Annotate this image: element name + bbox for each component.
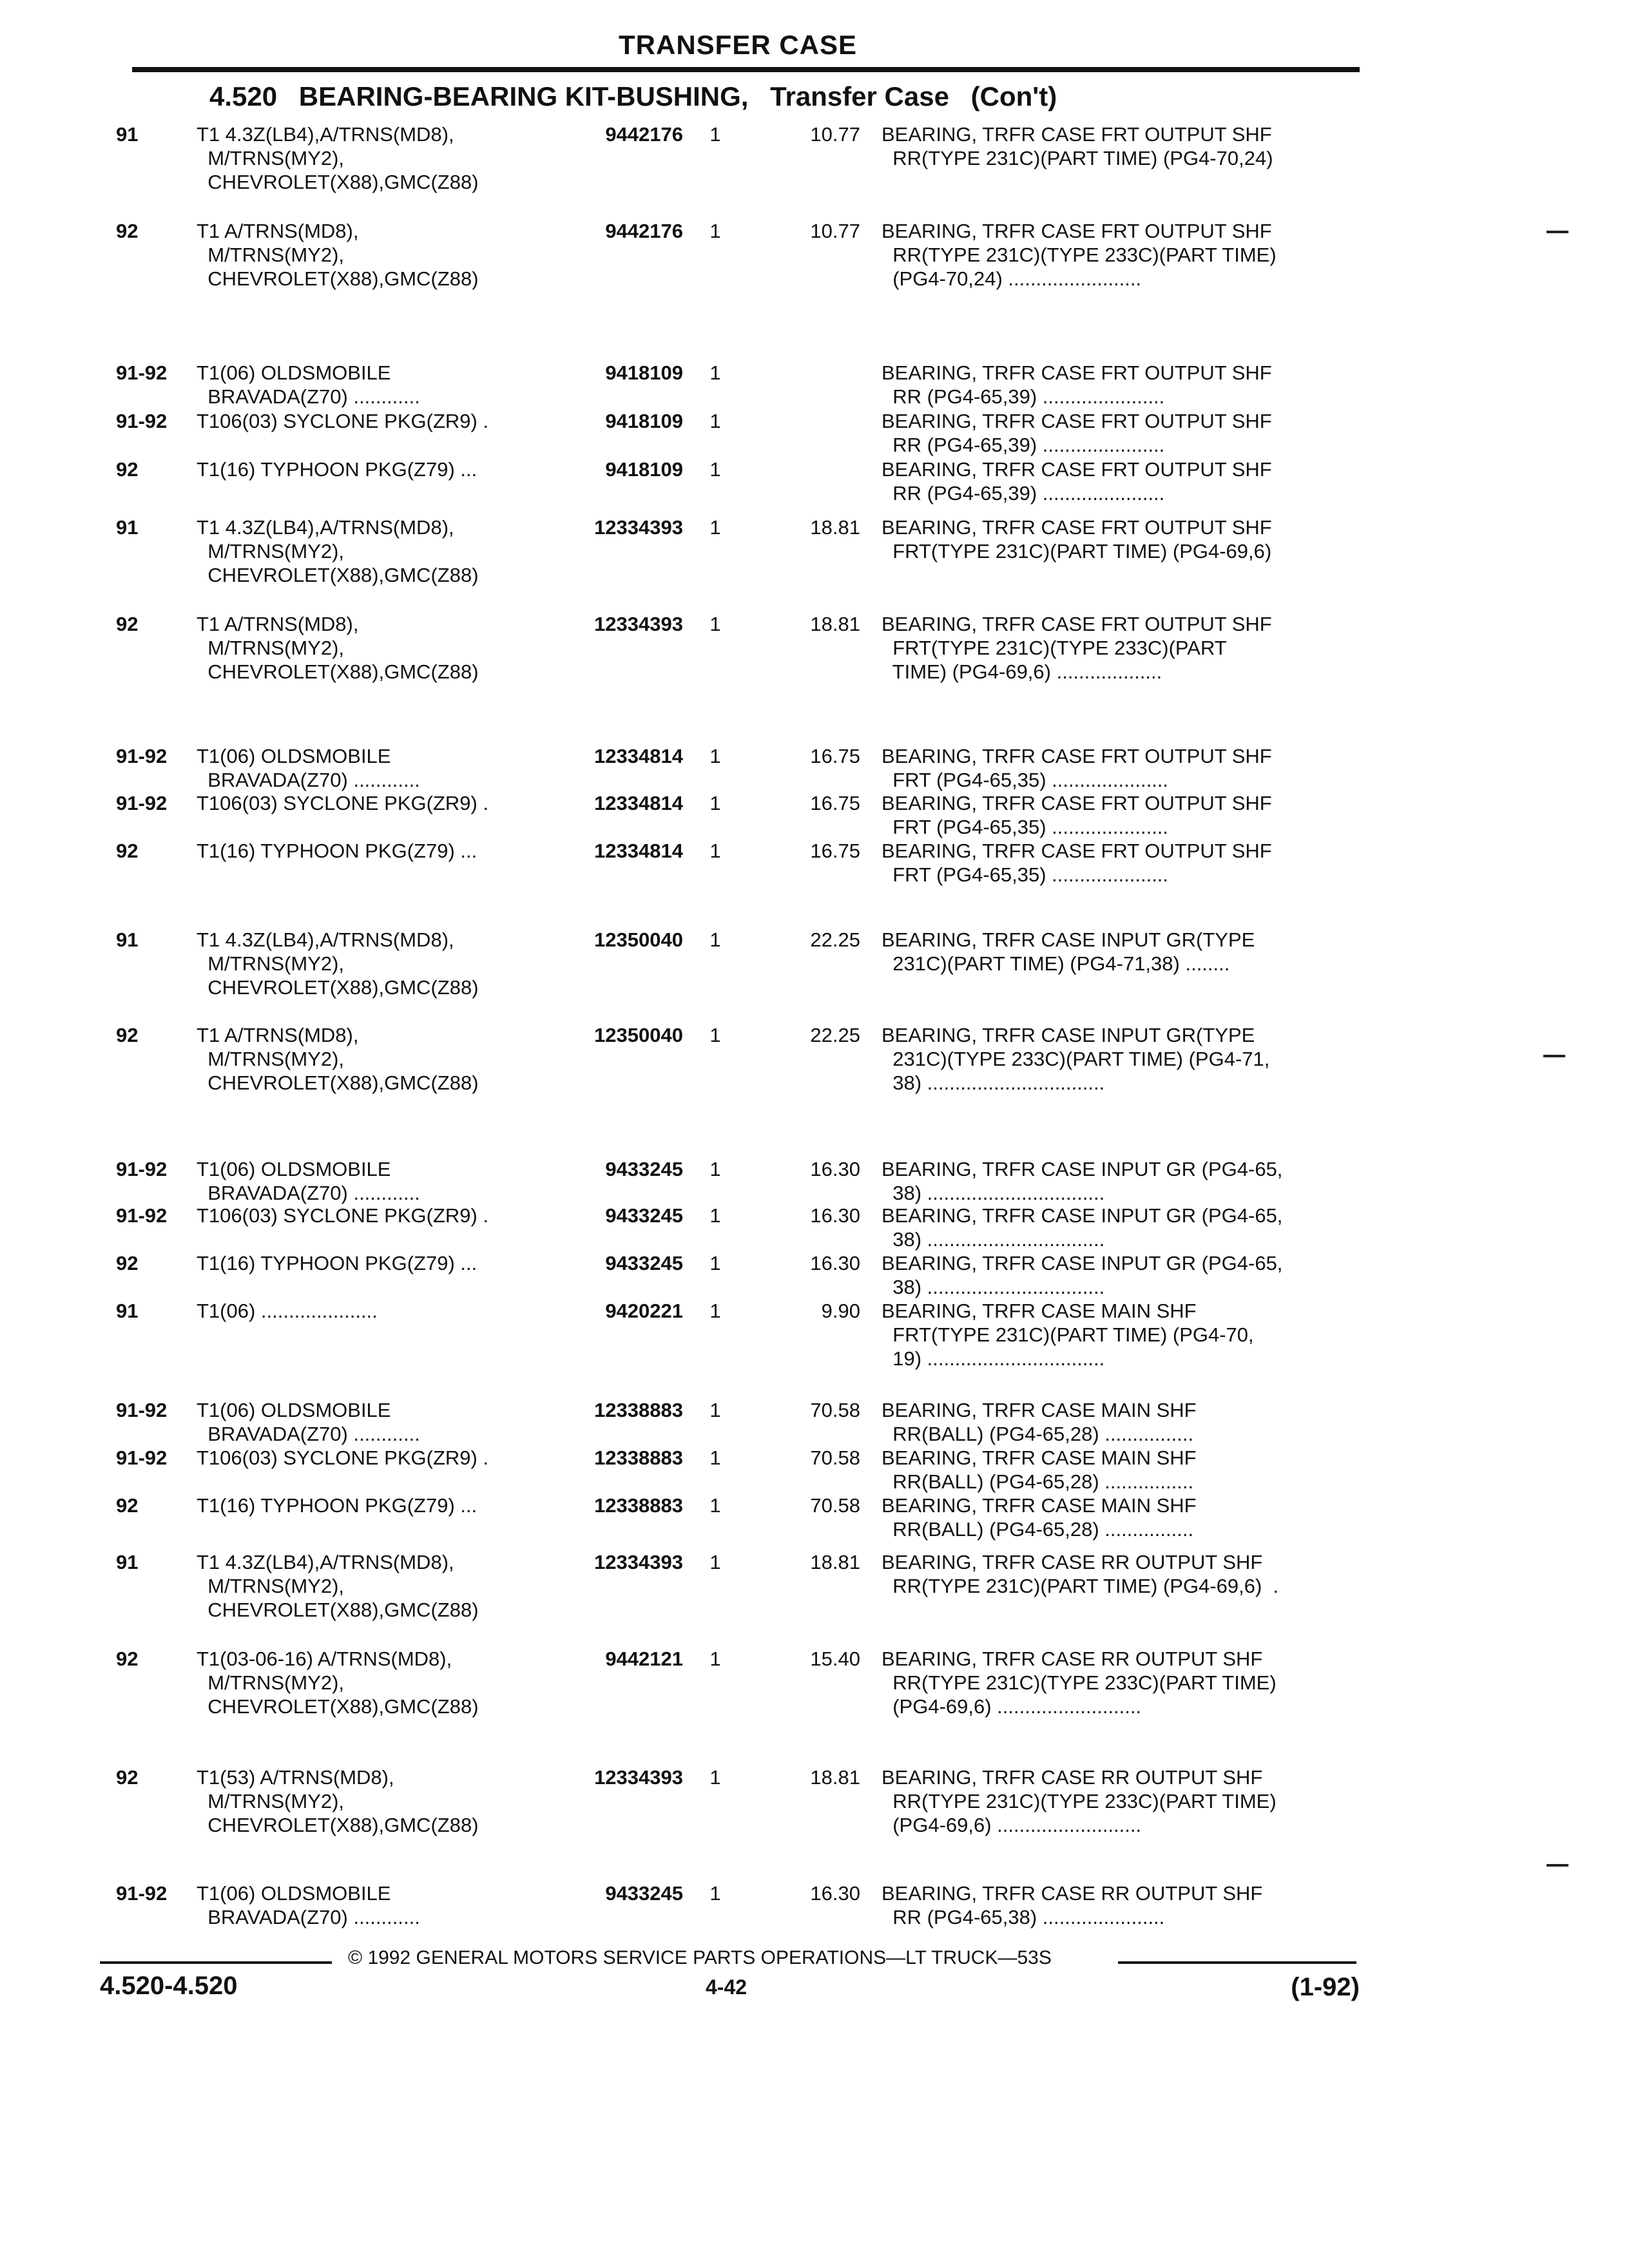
row-description: BEARING, TRFR CASE FRT OUTPUT SHF RR(TYPE 231C)(TYPE 233C)(PART TIME) (PG4-70,24) ........................ — [882, 220, 1277, 290]
row-price: 16.75 — [810, 840, 860, 862]
row-price: 22.25 — [810, 1024, 860, 1046]
row-description: BEARING, TRFR CASE MAIN SHF RR(BALL) (PG4-65,28) ................ — [882, 1446, 1197, 1493]
margin-mark — [1547, 1864, 1568, 1867]
footer-copyright: © 1992 GENERAL MOTORS SERVICE PARTS OPERATIONS—LT TRUCK—53S — [348, 1947, 1052, 1968]
row-application: T1(06) OLDSMOBILE BRAVADA(Z70) ............ — [197, 1399, 420, 1445]
row-year: 92 — [116, 1648, 139, 1670]
row-part-number: 12334814 — [594, 745, 683, 767]
row-quantity: 1 — [709, 745, 721, 767]
row-part-number: 9418109 — [605, 458, 683, 481]
row-part-number: 12338883 — [594, 1399, 683, 1421]
footer-section-range: 4.520-4.520 — [100, 1972, 238, 2000]
row-price: 70.58 — [810, 1494, 860, 1517]
row-year: 92 — [116, 840, 139, 862]
row-part-number: 9442176 — [605, 220, 683, 242]
row-price: 16.30 — [810, 1158, 860, 1180]
row-part-number: 12338883 — [594, 1446, 683, 1469]
row-part-number: 9442176 — [605, 123, 683, 146]
footer-rule — [1118, 1961, 1356, 1964]
row-description: BEARING, TRFR CASE FRT OUTPUT SHF FRT (PG4-65,35) ..................... — [882, 745, 1272, 791]
row-application: T106(03) SYCLONE PKG(ZR9) . — [197, 410, 489, 432]
margin-mark — [1543, 1055, 1565, 1057]
row-year: 92 — [116, 458, 139, 481]
row-application: T1 A/TRNS(MD8), M/TRNS(MY2), CHEVROLET(X88),GMC(Z88) — [197, 220, 479, 290]
row-price: 16.30 — [810, 1882, 860, 1905]
row-application: T1 4.3Z(LB4),A/TRNS(MD8), M/TRNS(MY2), CHEVROLET(X88),GMC(Z88) — [197, 516, 479, 586]
row-part-number: 9418109 — [605, 410, 683, 432]
row-quantity: 1 — [709, 123, 721, 146]
row-description: BEARING, TRFR CASE RR OUTPUT SHF RR(TYPE 231C)(PART TIME) (PG4-69,6) . — [882, 1551, 1279, 1597]
row-part-number: 12334393 — [594, 516, 683, 539]
row-quantity: 1 — [709, 1158, 721, 1180]
row-year: 92 — [116, 1252, 139, 1274]
row-part-number: 9433245 — [605, 1252, 683, 1274]
row-quantity: 1 — [709, 928, 721, 951]
row-application: T1 4.3Z(LB4),A/TRNS(MD8), M/TRNS(MY2), CHEVROLET(X88),GMC(Z88) — [197, 928, 479, 999]
row-description: BEARING, TRFR CASE FRT OUTPUT SHF FRT(TYPE 231C)(PART TIME) (PG4-69,6) — [882, 516, 1272, 562]
row-year: 91 — [116, 1551, 139, 1573]
row-description: BEARING, TRFR CASE INPUT GR(TYPE 231C)(TYPE 233C)(PART TIME) (PG4-71, 38) ................................ — [882, 1024, 1270, 1094]
row-part-number: 12350040 — [594, 928, 683, 951]
row-application: T106(03) SYCLONE PKG(ZR9) . — [197, 1446, 489, 1469]
row-price: 15.40 — [810, 1648, 860, 1670]
row-year: 91-92 — [116, 361, 168, 384]
row-description: BEARING, TRFR CASE FRT OUTPUT SHF RR (PG4-65,39) ...................... — [882, 410, 1272, 456]
row-year: 92 — [116, 613, 139, 635]
row-description: BEARING, TRFR CASE FRT OUTPUT SHF FRT(TYPE 231C)(TYPE 233C)(PART TIME) (PG4-69,6) ................... — [882, 613, 1272, 683]
row-quantity: 1 — [709, 1204, 721, 1227]
footer-rule — [100, 1961, 332, 1964]
row-part-number: 12338883 — [594, 1494, 683, 1517]
row-quantity: 1 — [709, 1252, 721, 1274]
row-quantity: 1 — [709, 1551, 721, 1573]
row-part-number: 9433245 — [605, 1158, 683, 1180]
row-quantity: 1 — [709, 1882, 721, 1905]
row-price: 70.58 — [810, 1399, 860, 1421]
row-description: BEARING, TRFR CASE MAIN SHF FRT(TYPE 231C)(PART TIME) (PG4-70, 19) ................................ — [882, 1300, 1254, 1370]
row-quantity: 1 — [709, 840, 721, 862]
row-year: 92 — [116, 1024, 139, 1046]
row-year: 91-92 — [116, 1399, 168, 1421]
row-part-number: 12334393 — [594, 1766, 683, 1789]
row-part-number: 9418109 — [605, 361, 683, 384]
row-price: 18.81 — [810, 1766, 860, 1789]
row-application: T106(03) SYCLONE PKG(ZR9) . — [197, 1204, 489, 1227]
row-year: 92 — [116, 1494, 139, 1517]
row-description: BEARING, TRFR CASE MAIN SHF RR(BALL) (PG4-65,28) ................ — [882, 1399, 1197, 1445]
row-part-number: 9433245 — [605, 1204, 683, 1227]
row-quantity: 1 — [709, 458, 721, 481]
row-price: 16.75 — [810, 745, 860, 767]
row-application: T1 4.3Z(LB4),A/TRNS(MD8), M/TRNS(MY2), CHEVROLET(X88),GMC(Z88) — [197, 123, 479, 193]
row-quantity: 1 — [709, 1446, 721, 1469]
row-quantity: 1 — [709, 220, 721, 242]
row-quantity: 1 — [709, 1494, 721, 1517]
row-description: BEARING, TRFR CASE RR OUTPUT SHF RR(TYPE 231C)(TYPE 233C)(PART TIME) (PG4-69,6) .......................... — [882, 1766, 1277, 1836]
row-year: 91 — [116, 123, 139, 146]
row-year: 91-92 — [116, 745, 168, 767]
row-part-number: 12334393 — [594, 1551, 683, 1573]
row-price: 70.58 — [810, 1446, 860, 1469]
section-name: BEARING-BEARING KIT-BUSHING, — [298, 81, 749, 111]
row-price: 9.90 — [821, 1300, 860, 1322]
row-description: BEARING, TRFR CASE FRT OUTPUT SHF RR(TYPE 231C)(PART TIME) (PG4-70,24) — [882, 123, 1273, 169]
section-number: 4.520 — [209, 81, 278, 111]
row-application: T1(16) TYPHOON PKG(Z79) ... — [197, 458, 477, 481]
row-price: 18.81 — [810, 1551, 860, 1573]
row-price: 10.77 — [810, 123, 860, 146]
row-part-number: 12334393 — [594, 613, 683, 635]
row-application: T1(16) TYPHOON PKG(Z79) ... — [197, 840, 477, 862]
row-description: BEARING, TRFR CASE INPUT GR(TYPE 231C)(PART TIME) (PG4-71,38) ........ — [882, 928, 1255, 975]
row-year: 91 — [116, 928, 139, 951]
row-application: T1(03-06-16) A/TRNS(MD8), M/TRNS(MY2), CHEVROLET(X88),GMC(Z88) — [197, 1648, 479, 1718]
row-year: 91-92 — [116, 1158, 168, 1180]
row-application: T1(06) OLDSMOBILE BRAVADA(Z70) ............ — [197, 745, 420, 791]
row-part-number: 9433245 — [605, 1882, 683, 1905]
row-description: BEARING, TRFR CASE MAIN SHF RR(BALL) (PG4-65,28) ................ — [882, 1494, 1197, 1541]
row-part-number: 12334814 — [594, 840, 683, 862]
row-application: T1(06) OLDSMOBILE BRAVADA(Z70) ............ — [197, 361, 420, 408]
row-part-number: 12334814 — [594, 792, 683, 814]
row-quantity: 1 — [709, 361, 721, 384]
row-description: BEARING, TRFR CASE FRT OUTPUT SHF RR (PG4-65,39) ...................... — [882, 361, 1272, 408]
row-year: 91-92 — [116, 792, 168, 814]
row-application: T1(16) TYPHOON PKG(Z79) ... — [197, 1252, 477, 1274]
row-year: 91 — [116, 1300, 139, 1322]
row-application: T1(06) OLDSMOBILE BRAVADA(Z70) ............ — [197, 1158, 420, 1204]
row-year: 91-92 — [116, 410, 168, 432]
row-quantity: 1 — [709, 1648, 721, 1670]
row-application: T1 A/TRNS(MD8), M/TRNS(MY2), CHEVROLET(X88),GMC(Z88) — [197, 613, 479, 683]
margin-mark — [1547, 231, 1568, 233]
row-part-number: 12350040 — [594, 1024, 683, 1046]
row-description: BEARING, TRFR CASE INPUT GR (PG4-65, 38) ................................ — [882, 1252, 1283, 1298]
row-price: 18.81 — [810, 613, 860, 635]
row-year: 91 — [116, 516, 139, 539]
row-price: 10.77 — [810, 220, 860, 242]
row-quantity: 1 — [709, 516, 721, 539]
row-application: T1 A/TRNS(MD8), M/TRNS(MY2), CHEVROLET(X88),GMC(Z88) — [197, 1024, 479, 1094]
row-description: BEARING, TRFR CASE RR OUTPUT SHF RR(TYPE 231C)(TYPE 233C)(PART TIME) (PG4-69,6) .......................... — [882, 1648, 1277, 1718]
row-quantity: 1 — [709, 1399, 721, 1421]
row-application: T1(16) TYPHOON PKG(Z79) ... — [197, 1494, 477, 1517]
row-description: BEARING, TRFR CASE FRT OUTPUT SHF FRT (PG4-65,35) ..................... — [882, 840, 1272, 886]
section-continued: (Con't) — [970, 81, 1057, 111]
row-price: 22.25 — [810, 928, 860, 951]
row-price: 18.81 — [810, 516, 860, 539]
row-price: 16.30 — [810, 1204, 860, 1227]
row-description: BEARING, TRFR CASE RR OUTPUT SHF RR (PG4-65,38) ...................... — [882, 1882, 1263, 1928]
row-application: T1(53) A/TRNS(MD8), M/TRNS(MY2), CHEVROLET(X88),GMC(Z88) — [197, 1766, 479, 1836]
row-year: 91-92 — [116, 1446, 168, 1469]
row-quantity: 1 — [709, 1300, 721, 1322]
row-year: 92 — [116, 1766, 139, 1789]
row-part-number: 9442121 — [605, 1648, 683, 1670]
row-description: BEARING, TRFR CASE INPUT GR (PG4-65, 38) ................................ — [882, 1204, 1283, 1251]
row-application: T1(06) ..................... — [197, 1300, 378, 1322]
footer-page-number: 4-42 — [706, 1975, 747, 1999]
row-quantity: 1 — [709, 613, 721, 635]
row-description: BEARING, TRFR CASE FRT OUTPUT SHF RR (PG4-65,39) ...................... — [882, 458, 1272, 505]
row-application: T1 4.3Z(LB4),A/TRNS(MD8), M/TRNS(MY2), CHEVROLET(X88),GMC(Z88) — [197, 1551, 479, 1621]
row-quantity: 1 — [709, 410, 721, 432]
row-year: 91-92 — [116, 1882, 168, 1905]
row-description: BEARING, TRFR CASE FRT OUTPUT SHF FRT (PG4-65,35) ..................... — [882, 792, 1272, 838]
row-part-number: 9420221 — [605, 1300, 683, 1322]
row-price: 16.75 — [810, 792, 860, 814]
row-quantity: 1 — [709, 792, 721, 814]
row-price: 16.30 — [810, 1252, 860, 1274]
row-quantity: 1 — [709, 1024, 721, 1046]
section-subtitle: Transfer Case — [770, 81, 949, 111]
row-year: 92 — [116, 220, 139, 242]
row-application: T1(06) OLDSMOBILE BRAVADA(Z70) ............ — [197, 1882, 420, 1928]
row-year: 91-92 — [116, 1204, 168, 1227]
row-description: BEARING, TRFR CASE INPUT GR (PG4-65, 38) ................................ — [882, 1158, 1283, 1204]
page-title: TRANSFER CASE — [619, 30, 858, 60]
footer-date: (1-92) — [1291, 1973, 1360, 2001]
row-quantity: 1 — [709, 1766, 721, 1789]
row-application: T106(03) SYCLONE PKG(ZR9) . — [197, 792, 489, 814]
